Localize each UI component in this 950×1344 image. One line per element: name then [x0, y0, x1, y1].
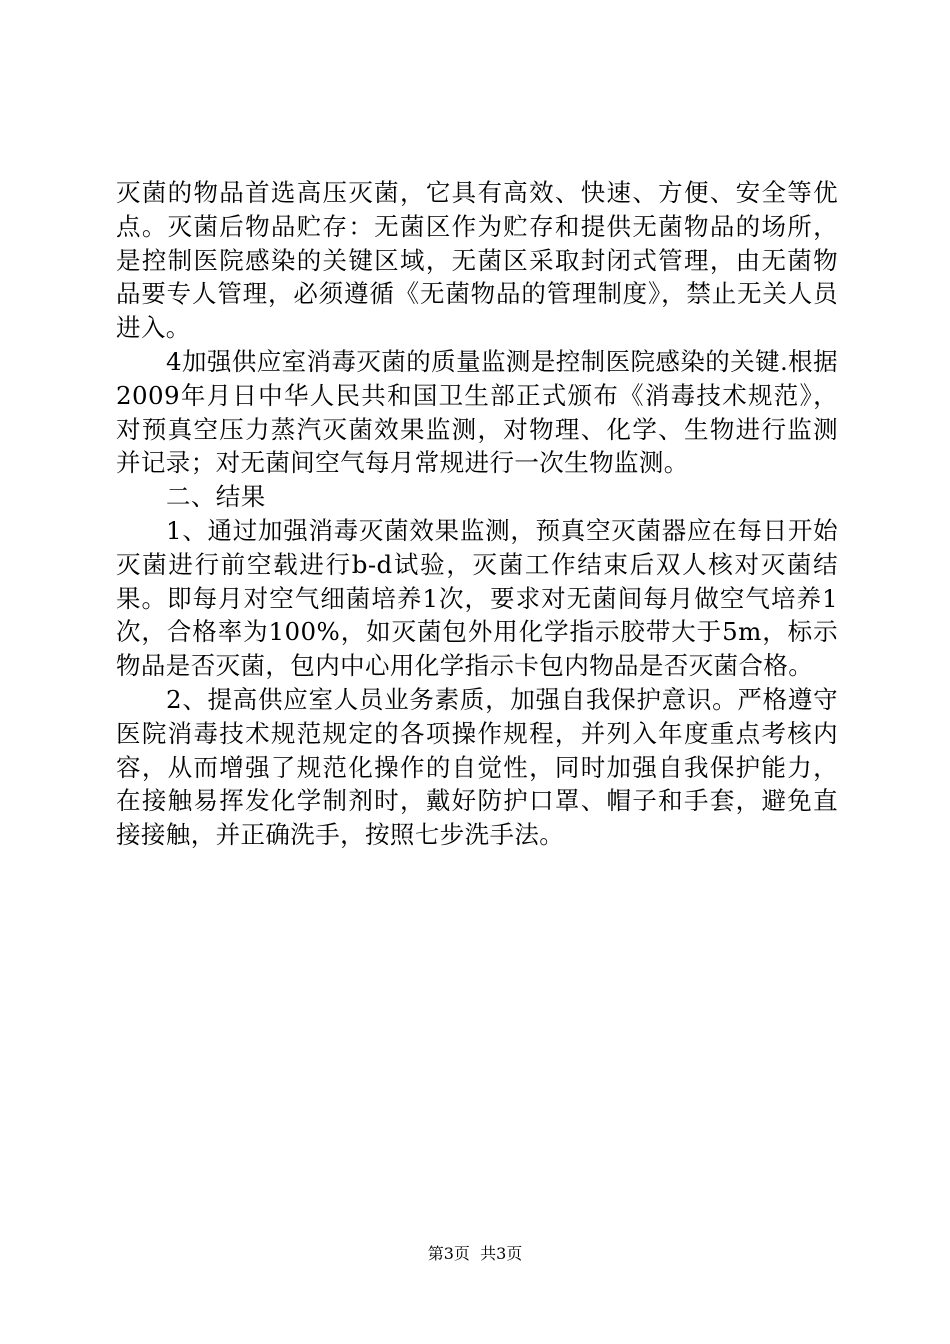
- paragraph-quality-monitoring: 4加强供应室消毒灭菌的质量监测是控制医院感染的关键.根据2009年月日中华人民共和国卫生部正式颁布《消毒技术规范》，对预真空压力蒸汽灭菌效果监测，对物理、化学、生物进行监测并记录；对无菌间空气每月常规进行一次生物监测。: [116, 346, 838, 478]
- page-number-footer: 第3页 共3页: [427, 1244, 523, 1263]
- paragraph-result-2: 2、提高供应室人员业务素质，加强自我保护意识。严格遵守医院消毒技术规范规定的各项操作规程，并列入年度重点考核内容，从而增强了规范化操作的自觉性，同时加强自我保护能力，在接触易挥发化学制剂时，戴好防护口罩、帽子和手套，避免直接接触，并正确洗手，按照七步洗手法。: [116, 684, 838, 850]
- paragraph-storage: 灭菌的物品首选高压灭菌，它具有高效、快速、方便、安全等优点。灭菌后物品贮存：无菌区作为贮存和提供无菌物品的场所，是控制医院感染的关键区域，无菌区采取封闭式管理，由无菌物品要专人管理，必须遵循《无菌物品的管理制度》，禁止无关人员进入。: [116, 178, 838, 343]
- section-heading-results: 二、结果: [166, 482, 266, 512]
- document-body: [116, 176, 838, 852]
- paragraph-result-1: 1、通过加强消毒灭菌效果监测，预真空灭菌器应在每日开始灭菌进行前空载进行b-d试验，灭菌工作结束后双人核对灭菌结果。即每月对空气细菌培养1次，要求对无菌间每月做空气培养1次，合格率为100%，如灭菌包外用化学指示胶带大于5m，标示物品是否灭菌，包内中心用化学指示卡包内物品是否灭菌合格。: [116, 515, 838, 681]
